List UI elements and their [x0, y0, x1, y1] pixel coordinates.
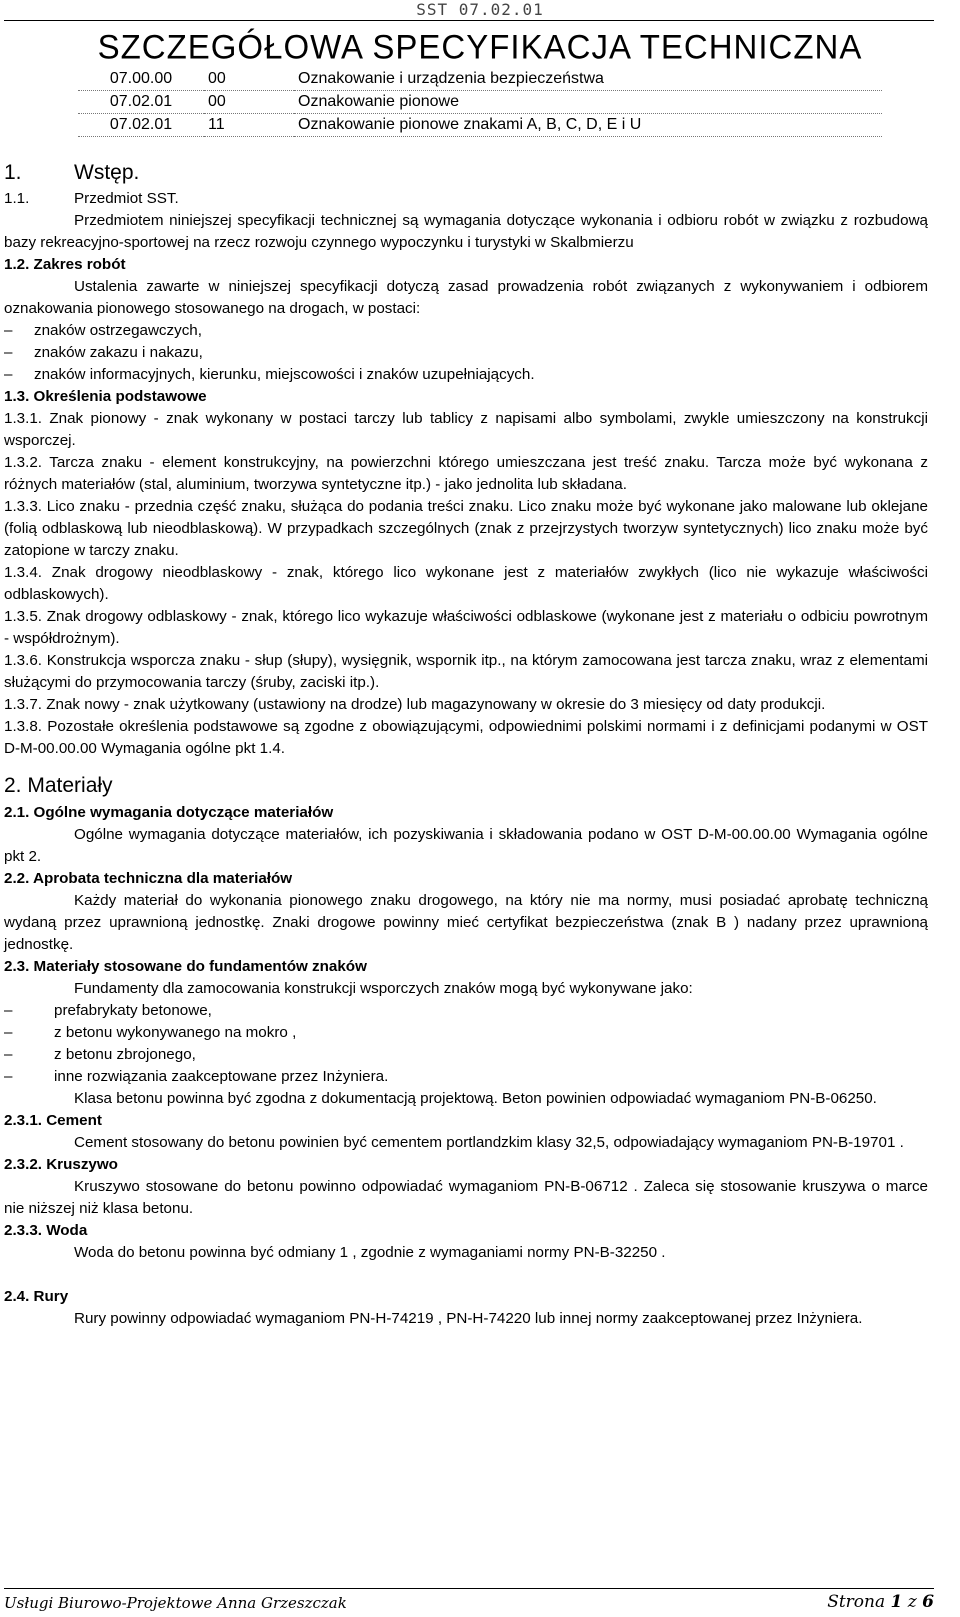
footer-company: Usługi Biurowo-Projektowe Anna Grzeszczak	[4, 1594, 347, 1612]
code-row	[78, 114, 882, 137]
paragraph: Ustalenia zawarte w niniejszej specyfikacji dotyczą zasad prowadzenia robót związanych z wykonywaniem i odbiorem oznakowania pionowego stosowanego na drogach, w postaci:	[4, 278, 928, 317]
list-item: – znaków ostrzegawczych,	[4, 320, 928, 342]
header-rule	[4, 20, 934, 21]
section-1-1-heading	[4, 188, 928, 210]
code-cell: 00	[204, 91, 294, 114]
code-cell: 11	[204, 114, 294, 137]
section-2-3-3-heading: 2.3.3. Woda	[4, 1222, 88, 1239]
paragraph: Przedmiotem niniejszej specyfikacji technicznej są wymagania dotyczące wykonania i odbioru robót w związku z rozbudową bazy rekreacyjno-sportowej na rzecz rozwoju czynnego wypoczynku i turystyki w Skalbmierzu	[4, 212, 928, 251]
list-item: – prefabrykaty betonowe,	[4, 1000, 928, 1022]
paragraph: Woda do betonu powinna być odmiany 1 , zgodnie z wymaganiami normy PN-B-32250 .	[74, 1244, 666, 1261]
definition: 1.3.7. Znak nowy - znak użytkowany (ustawiony na drodze) lub magazynowany w okresie do 3 miesięcy od daty produkcji.	[4, 696, 826, 713]
section-2-1-heading: 2.1. Ogólne wymagania dotyczące materiałów	[4, 804, 334, 821]
definition: 1.3.3. Lico znaku - przednia część znaku, służąca do podania treści znaku. Lico znaku może być wykonane jako malowane lub oklejane (folią odblaskową lub nieodblaskową). W przypadkach szczególnych (znak z przejrzystych tworzyw syntetycznych) lico znaku może być zatopione w tarczy znaku.	[4, 498, 928, 559]
section-2-3-1-heading: 2.3.1. Cement	[4, 1112, 102, 1129]
list-item: – inne rozwiązania zaakceptowane przez Inżyniera.	[4, 1066, 928, 1088]
paragraph: Cement stosowany do betonu powinien być cementem portlandzkim klasy 32,5, odpowiadający wymaganiom PN-B-19701 .	[74, 1134, 904, 1151]
page-separator: z	[907, 1592, 917, 1612]
section-2-2-heading: 2.2. Aprobata techniczna dla materiałów	[4, 870, 293, 887]
code-cell: Oznakowanie pionowe znakami A, B, C, D, E i U	[294, 114, 882, 137]
paragraph: Klasa betonu powinna być zgodna z dokumentacją projektową. Beton powinien odpowiadać wymaganiom PN-B-06250.	[74, 1090, 877, 1107]
code-cell: Oznakowanie i urządzenia bezpieczeństwa	[294, 68, 882, 91]
section-2-3-heading: 2.3. Materiały stosowane do fundamentów znaków	[4, 958, 367, 975]
code-cell: 00	[204, 68, 294, 91]
code-row	[78, 91, 882, 114]
code-cell: 07.02.01	[78, 91, 204, 114]
page-total: 6	[922, 1592, 934, 1612]
definition: 1.3.2. Tarcza znaku - element konstrukcyjny, na powierzchni którego umieszczana jest treść znaku. Tarcza może być wykonana z różnych materiałów (stal, aluminium, tworzywa syntetyczne itp.) - jako jednolita lub składana.	[4, 454, 928, 493]
paragraph: Ogólne wymagania dotyczące materiałów, ich pozyskiwania i składowania podano w OST D-M-00.00.00 Wymagania ogólne pkt 2.	[4, 826, 928, 865]
list-item: – z betonu wykonywanego na mokro ,	[4, 1022, 928, 1044]
definition: 1.3.1. Znak pionowy - znak wykonany w postaci tarczy lub tablicy z napisami albo symbolami, zwykle umieszczony na konstrukcji wsporczej.	[4, 410, 928, 449]
definition: 1.3.5. Znak drogowy odblaskowy - znak, którego lico wykazuje właściwości odblaskowe (wykonane jest z materiału o odbiciu powrotnym - współdrożnym).	[4, 608, 928, 647]
foundation-list	[4, 1000, 928, 1088]
section-1-2-heading: 1.2. Zakres robót	[4, 256, 126, 273]
code-table	[78, 68, 882, 137]
paragraph: Każdy materiał do wykonania pionowego znaku drogowego, na który nie ma normy, musi posiadać aprobatę techniczną wydaną przez uprawnioną jednostkę. Znaki drogowe powinny mieć certyfikat bezpieczeństwa (znak B ) nadany przez uprawnioną jednostkę.	[4, 892, 928, 953]
paragraph: Fundamenty dla zamocowania konstrukcji wsporczych znaków mogą być wykonywane jako:	[74, 980, 693, 997]
definition: 1.3.4. Znak drogowy nieodblaskowy - znak, którego lico wykonane jest z materiałów zwykłych (lico nie wykazuje właściwości odblaskowych).	[4, 564, 928, 603]
page-label: Strona	[827, 1592, 886, 1612]
section-1-heading	[4, 158, 928, 188]
footer-rule	[4, 1588, 934, 1589]
spacer	[4, 1264, 928, 1286]
section-title: Wstęp.	[74, 161, 140, 184]
page-number: 1	[890, 1592, 903, 1612]
list-item: – znaków informacyjnych, kierunku, miejscowości i znaków uzupełniających.	[4, 364, 928, 386]
definition: 1.3.6. Konstrukcja wsporcza znaku - słup (słupy), wysięgnik, wspornik itp., na którym zamocowana jest tarcza znaku, wraz z elementami służącymi do przymocowania tarczy (śruby, zaciski itp.).	[4, 652, 928, 691]
section-2-4-heading: 2.4. Rury	[4, 1288, 69, 1305]
code-row	[78, 68, 882, 91]
scope-list	[4, 320, 928, 386]
section-number: 1.	[4, 161, 22, 184]
paragraph: Rury powinny odpowiadać wymaganiom PN-H-74219 , PN-H-74220 lub innej normy zaakceptowanej przez Inżyniera.	[74, 1310, 863, 1327]
document-body	[4, 158, 928, 1330]
section-1-3-heading: 1.3. Określenia podstawowe	[4, 388, 207, 405]
section-title: Przedmiot SST.	[74, 190, 179, 207]
code-cell: Oznakowanie pionowe	[294, 91, 882, 114]
code-cell: 07.00.00	[78, 68, 204, 91]
section-2-3-2-heading: 2.3.2. Kruszywo	[4, 1156, 118, 1173]
section-number: 1.1.	[4, 190, 30, 207]
header-code: SST 07.02.01	[416, 0, 544, 19]
paragraph: Kruszywo stosowane do betonu powinno odpowiadać wymaganiom PN-B-06712 . Zaleca się stosowanie kruszywa o marce nie niższej niż klasa betonu.	[4, 1178, 928, 1217]
definition: 1.3.8. Pozostałe określenia podstawowe są zgodne z obowiązującymi, odpowiednimi polskimi normami i z definicjami podanymi w OST D-M-00.00.00 Wymagania ogólne pkt 1.4.	[4, 718, 928, 757]
list-item: – znaków zakazu i nakazu,	[4, 342, 928, 364]
document-title: SZCZEGÓŁOWA SPECYFIKACJA TECHNICZNA	[97, 27, 863, 66]
list-item: – z betonu zbrojonego,	[4, 1044, 928, 1066]
section-2-heading: 2. Materiały	[4, 774, 113, 797]
page-indicator	[827, 1592, 934, 1612]
code-cell: 07.02.01	[78, 114, 204, 137]
